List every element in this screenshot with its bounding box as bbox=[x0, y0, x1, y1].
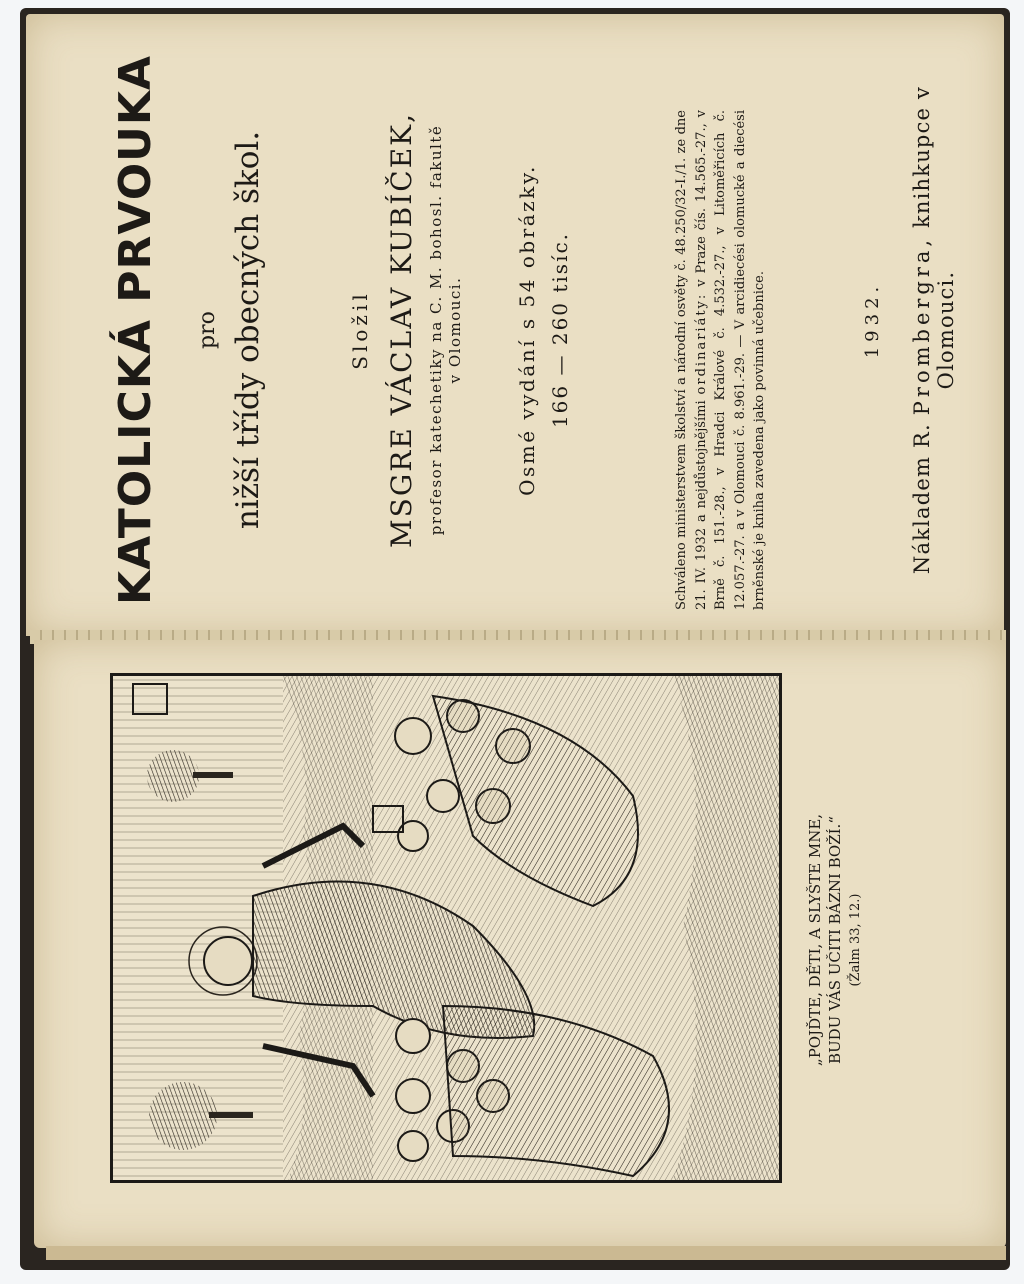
engraving-image bbox=[113, 676, 779, 1180]
approval-text-spaced: ordinariáty: bbox=[693, 292, 709, 395]
approval-text-start: Schváleno ministerstvem školství a národní osvěty č. 48.250/32-I./1. ze dne 21. IV. 1932 a nejdůstojnějšími bbox=[674, 110, 709, 610]
publication-year: 1932. bbox=[862, 281, 883, 359]
edition-note: Osmé vydání s 54 obrázky. bbox=[515, 164, 539, 496]
caption-reference: (Žalm 33, 12.) bbox=[848, 893, 863, 987]
caption-line-2: BUDU VÁS UČITI BÁZNI BOŽÍ.“ bbox=[826, 816, 844, 1065]
publisher-name: Prombergra, bbox=[910, 235, 934, 416]
publisher-start: Nákladem R. bbox=[910, 423, 934, 575]
title-block bbox=[110, 50, 610, 610]
approval-notice bbox=[672, 110, 782, 610]
approval-text-end: v Praze čís. 14.565.-27., v Brně č. 151.-28., v Hradci Králové č. 4.532.-27., v Litoměřicích č. 12.057.-27. a v Olomouci č. 8.961.-29. — V arcidiecési olomucké a diecési brněnské je kniha zavedena jako povinná učebnice. bbox=[693, 110, 768, 610]
book-title: KATOLICKÁ PRVOUKA bbox=[110, 55, 161, 606]
caption-line-1: „POJĎTE, DĚTI, A SLYŠTE MNE, bbox=[806, 813, 824, 1067]
author-name: MSGRE VÁCLAV KUBÍČEK, bbox=[385, 112, 418, 548]
publisher-block bbox=[910, 50, 958, 610]
compiled-by: Složil bbox=[348, 290, 372, 370]
author-role: profesor katechetiky na C. M. bohosl. fakultě bbox=[427, 124, 445, 536]
frontispiece-illustration bbox=[110, 673, 782, 1183]
pro-word: pro bbox=[195, 311, 220, 349]
author-place: v Olomouci. bbox=[446, 276, 464, 384]
publisher-end: knihkupce v Olomouci. bbox=[910, 85, 958, 390]
year-block bbox=[862, 40, 902, 600]
page-edges bbox=[46, 1246, 1006, 1260]
edition-count: 166 — 260 tisíc. bbox=[548, 231, 572, 429]
book-subtitle: nižší třídy obecných škol. bbox=[230, 130, 266, 530]
illustration-caption bbox=[806, 700, 876, 1180]
